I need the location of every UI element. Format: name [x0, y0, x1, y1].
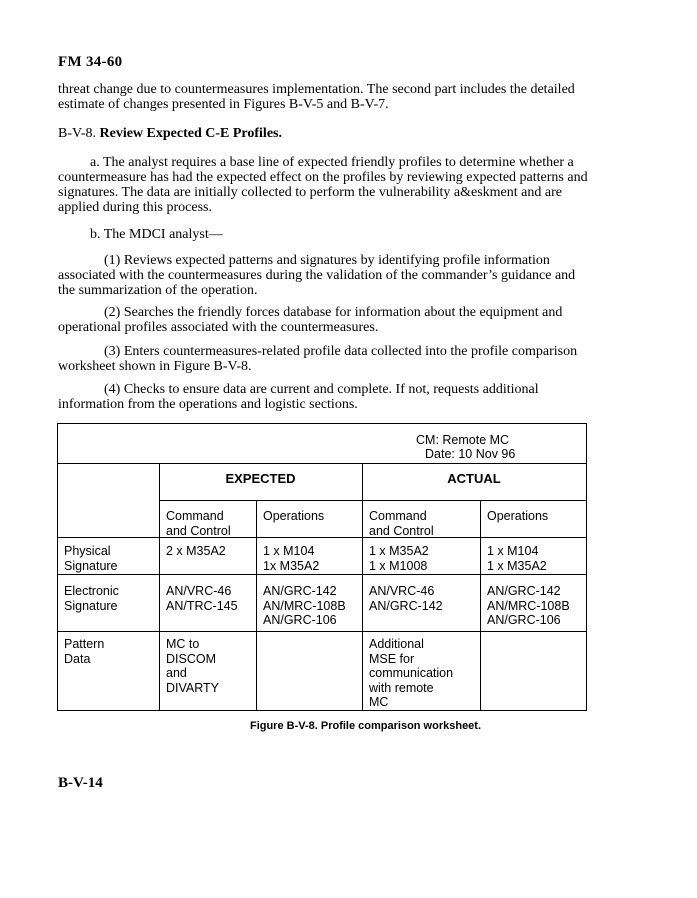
table-cell: AN/GRC-142 AN/MRC-108B AN/GRC-106 — [487, 584, 570, 627]
page-header: FM 34-60 — [58, 54, 123, 70]
expected-operations-header: Operations — [263, 509, 325, 523]
actual-operations-header: Operations — [487, 509, 549, 523]
page-number: B-V-14 — [58, 775, 103, 791]
profile-comparison-worksheet — [57, 423, 587, 711]
table-rule — [58, 631, 586, 632]
paragraph-b3: (3) Enters countermeasures-related profile data collected into the profile comparison worksheet shown in Figure B-V-8. — [58, 344, 578, 374]
section-title: Review Expected C-E Profiles. — [99, 126, 282, 141]
paragraph-b1: (1) Reviews expected patterns and signatures by identifying profile information associated with the countermeasures during the validation of the commander’s guidance and the summarization of the operation. — [58, 253, 576, 298]
paragraph-b: b. The MDCI analyst— — [90, 227, 223, 242]
section-heading — [58, 126, 588, 141]
row-label-pattern-data: Pattern Data — [64, 637, 105, 666]
table-cell: 2 x M35A2 — [166, 544, 226, 558]
table-rule — [480, 500, 481, 710]
table-rule — [58, 463, 586, 464]
table-rule — [159, 463, 160, 710]
row-label-electronic-signature: Electronic Signature — [64, 584, 119, 613]
table-cell: 1 x M104 1x M35A2 — [263, 544, 320, 573]
paragraph-b4: (4) Checks to ensure data are current and complete. If not, requests additional information from the operations and logistic sections. — [58, 382, 539, 412]
expected-header: EXPECTED — [225, 471, 296, 486]
intro-paragraph: threat change due to countermeasures implementation. The second part includes the detailed estimate of changes presented in Figures B-V-5 and B-V-7. — [58, 82, 575, 112]
paragraph-a: a. The analyst requires a base line of expected friendly profiles to determine whether a countermeasure has had the expected effect on the profiles by reviewing expected patterns and signatures. The data are initially collected to perform the vulnerability a&eskment and are applied during this process. — [58, 155, 588, 215]
table-cell: AN/VRC-46 AN/GRC-142 — [369, 584, 443, 613]
paragraph-b2: (2) Searches the friendly forces database for information about the equipment and operational profiles associated with the countermeasures. — [58, 305, 563, 335]
table-cell: 1 x M35A2 1 x M1008 — [369, 544, 429, 573]
table-cell: MC to DISCOM and DIVARTY — [166, 637, 220, 695]
expected-command-control-header: Command and Control — [166, 509, 231, 538]
table-rule — [256, 500, 257, 710]
figure-caption: Figure B-V-8. Profile comparison worksheet. — [249, 720, 482, 732]
cm-label: CM: Remote MC — [416, 433, 510, 447]
date-label: Date: 10 Nov 96 — [425, 447, 516, 461]
actual-command-control-header: Command and Control — [369, 509, 434, 538]
table-rule — [159, 500, 586, 501]
actual-header: ACTUAL — [447, 471, 501, 486]
table-rule — [362, 463, 363, 710]
table-cell: 1 x M104 1 x M35A2 — [487, 544, 547, 573]
section-number: B-V-8. — [58, 126, 96, 141]
table-rule — [58, 574, 586, 575]
row-label-physical-signature: Physical Signature — [64, 544, 118, 573]
table-cell: AN/VRC-46 AN/TRC-145 — [166, 584, 238, 613]
table-cell: Additional MSE for communication with remote MC — [369, 637, 454, 709]
table-rule — [58, 537, 586, 538]
table-cell: AN/GRC-142 AN/MRC-108B AN/GRC-106 — [263, 584, 346, 627]
